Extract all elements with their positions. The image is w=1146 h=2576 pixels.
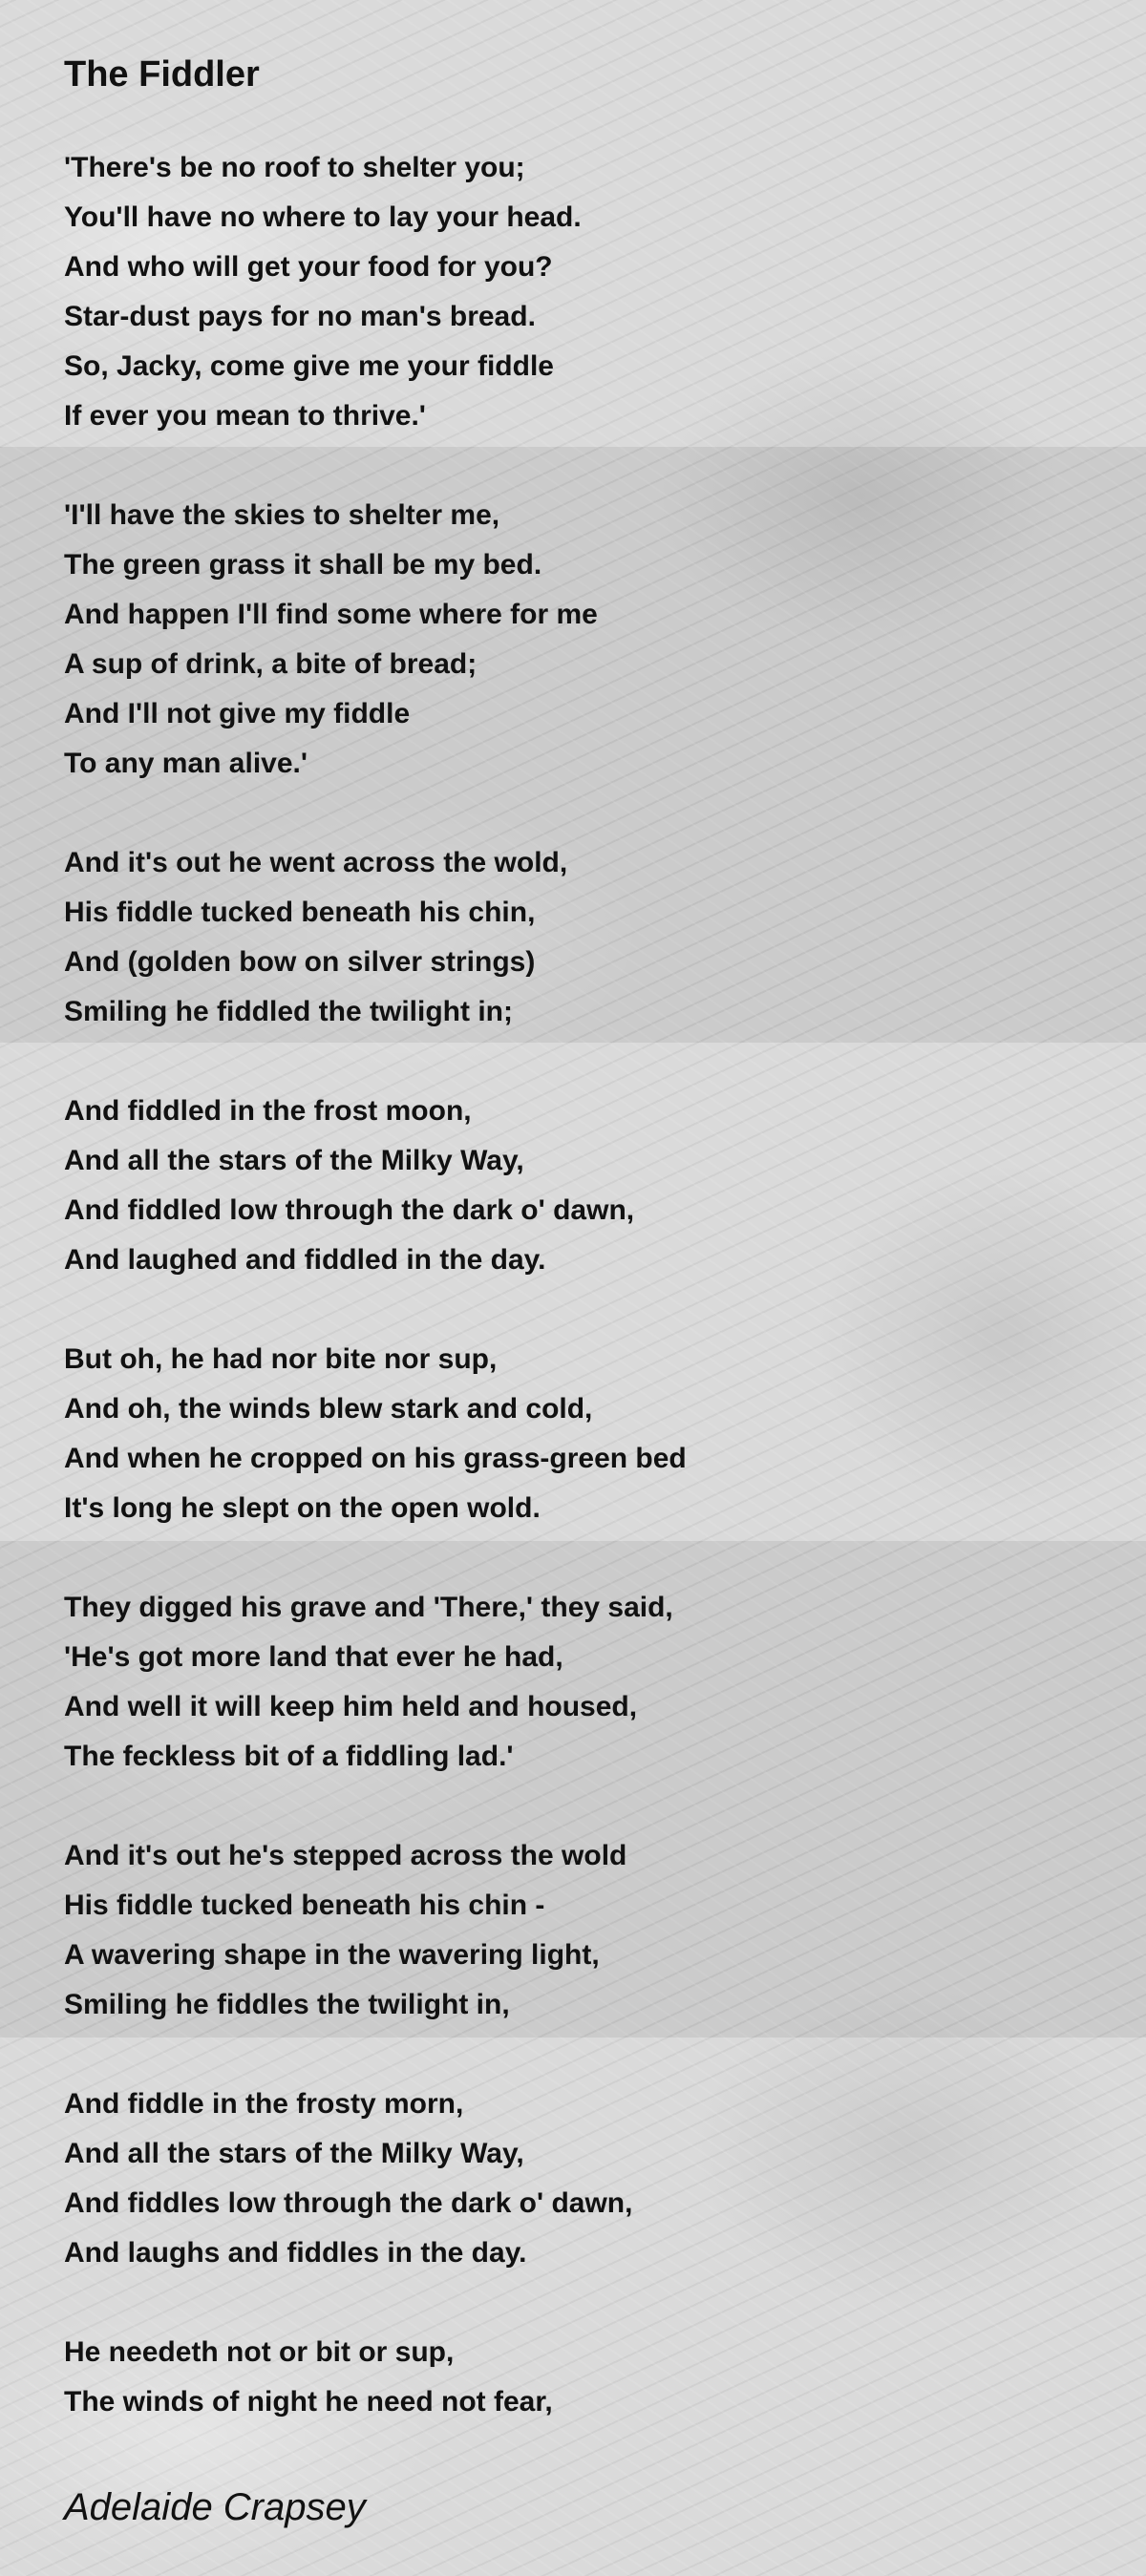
poem-body: [64, 143, 687, 2477]
poem-line: They digged his grave and 'There,' they said,: [64, 1592, 673, 1623]
stanza: [64, 2328, 687, 2427]
poem-line: A wavering shape in the wavering light,: [64, 1939, 600, 1971]
stanza: [64, 1583, 687, 1782]
poem-line: His fiddle tucked beneath his chin -: [64, 1890, 545, 1921]
poem-line: And laughed and fiddled in the day.: [64, 1244, 546, 1276]
poem-line: And laughs and fiddles in the day.: [64, 2237, 527, 2269]
poem-line: Smiling he fiddled the twilight in;: [64, 996, 513, 1027]
poem-line: Star-dust pays for no man's bread.: [64, 301, 536, 332]
stanza: [64, 838, 687, 1037]
poem-title: The Fiddler: [64, 54, 260, 95]
poem-line: The green grass it shall be my bed.: [64, 549, 542, 581]
stanza: [64, 1831, 687, 2030]
poem-line: And all the stars of the Milky Way,: [64, 2138, 524, 2169]
poem-line: His fiddle tucked beneath his chin,: [64, 897, 536, 928]
poem-line: 'He's got more land that ever he had,: [64, 1641, 563, 1673]
poem-line: And fiddled low through the dark o' dawn,: [64, 1194, 635, 1226]
poem-line: But oh, he had nor bite nor sup,: [64, 1343, 498, 1375]
poem-line: And it's out he's stepped across the wold: [64, 1840, 627, 1871]
poem-line: And happen I'll find some where for me: [64, 599, 598, 630]
poem-line: And all the stars of the Milky Way,: [64, 1145, 524, 1176]
poem-line: He needeth not or bit or sup,: [64, 2336, 455, 2368]
poem-line: And I'll not give my fiddle: [64, 698, 411, 729]
poem-line: It's long he slept on the open wold.: [64, 1492, 541, 1524]
poem-line: And fiddles low through the dark o' dawn,: [64, 2187, 633, 2219]
poem-line: So, Jacky, come give me your fiddle: [64, 350, 554, 382]
stanza: [64, 143, 687, 441]
poem-line: You'll have no where to lay your head.: [64, 201, 582, 233]
stanza: [64, 1087, 687, 1285]
poem-line: And it's out he went across the wold,: [64, 847, 568, 878]
poem-line: Smiling he fiddles the twilight in,: [64, 1989, 510, 2020]
poem-author: Adelaide Crapsey: [64, 2486, 366, 2528]
poem-line: And when he cropped on his grass-green bed: [64, 1443, 687, 1474]
poem-line: And fiddled in the frost moon,: [64, 1095, 472, 1127]
stanza: [64, 1335, 687, 1533]
stanza: [64, 491, 687, 789]
stanza: [64, 2080, 687, 2278]
poem-line: And who will get your food for you?: [64, 251, 553, 283]
poem-line: To any man alive.': [64, 748, 308, 779]
poem-line: 'I'll have the skies to shelter me,: [64, 499, 500, 531]
poem-line: And fiddle in the frosty morn,: [64, 2088, 464, 2120]
poem-line: 'There's be no roof to shelter you;: [64, 152, 525, 183]
poem-line: And (golden bow on silver strings): [64, 946, 536, 978]
poem-line: A sup of drink, a bite of bread;: [64, 648, 478, 680]
poem-line: The winds of night he need not fear,: [64, 2386, 553, 2418]
poem-line: The feckless bit of a fiddling lad.': [64, 1741, 514, 1772]
poem-line: And well it will keep him held and housed,: [64, 1691, 638, 1722]
poem-line: And oh, the winds blew stark and cold,: [64, 1393, 593, 1425]
poem-line: If ever you mean to thrive.': [64, 400, 426, 432]
